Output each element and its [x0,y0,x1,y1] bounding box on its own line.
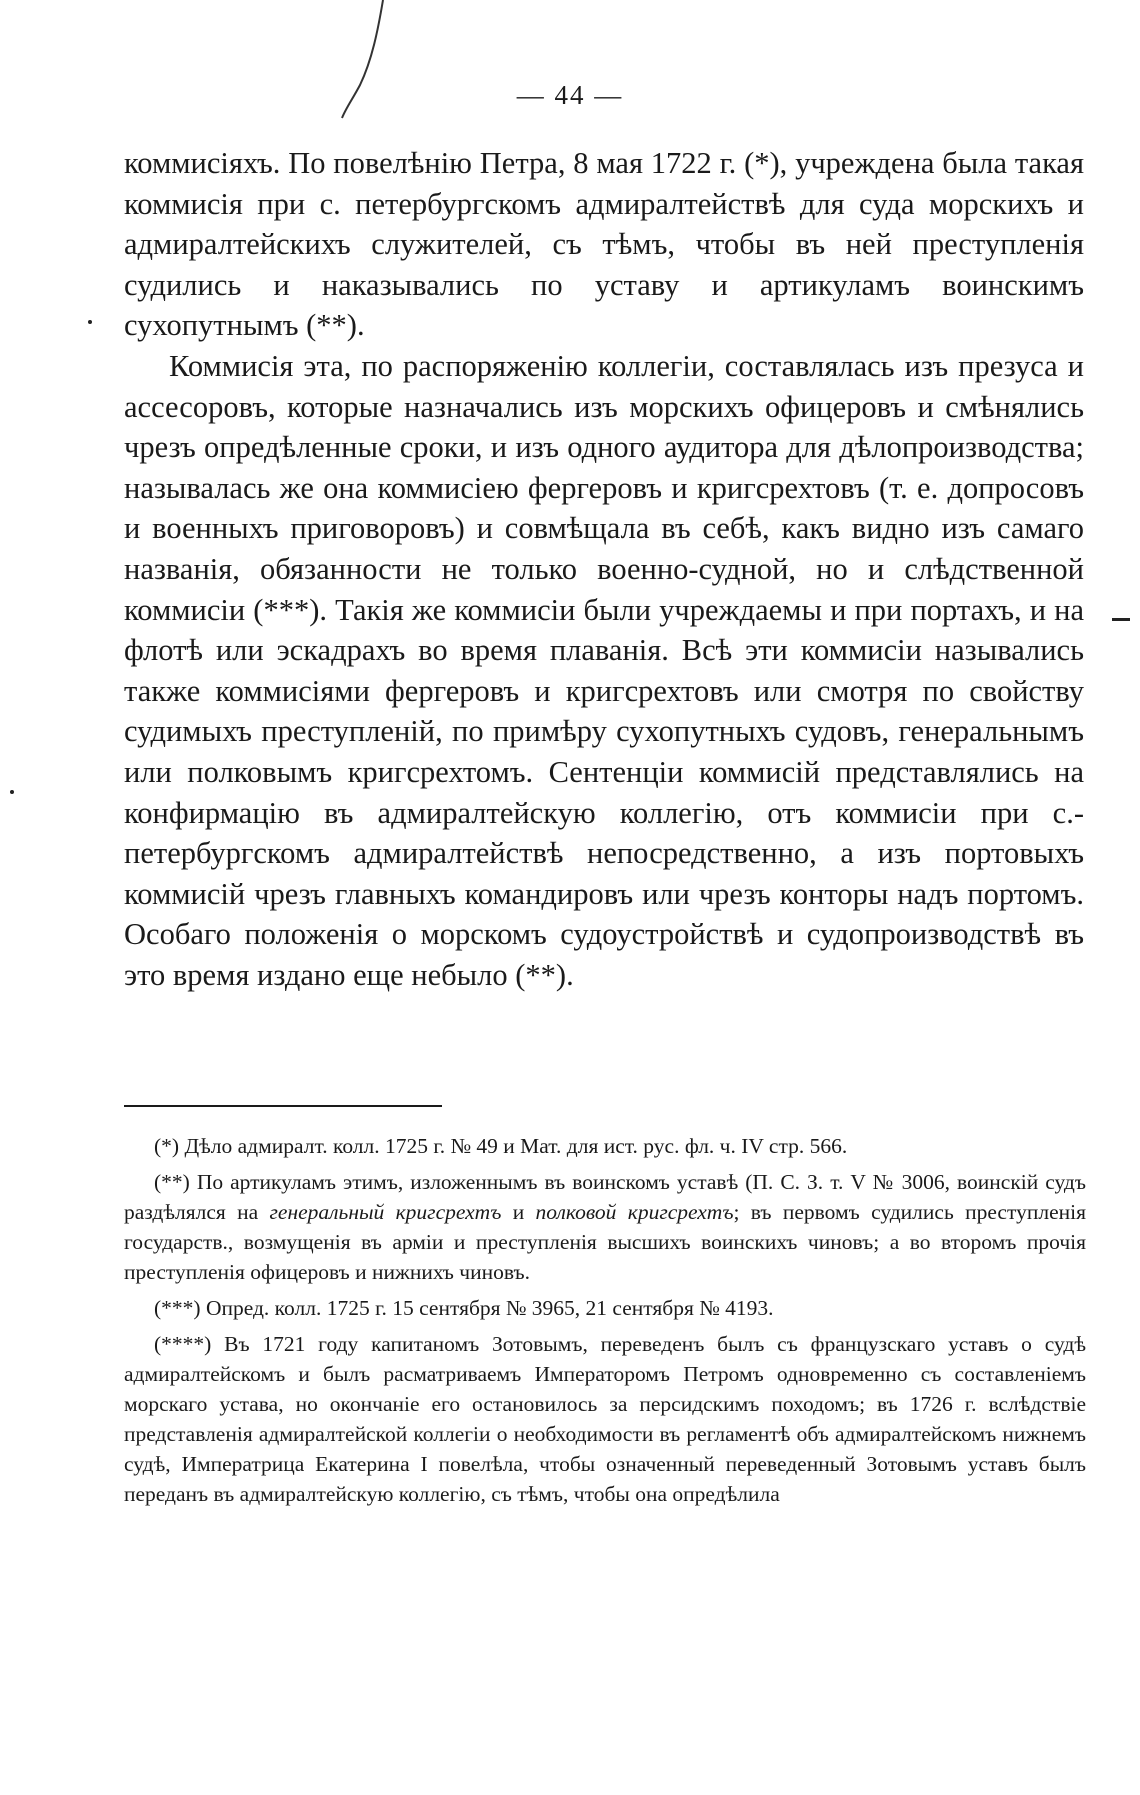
footnote-2-term-general: генеральный кригсрехтъ [269,1200,502,1224]
footnote-3: (***) Опред. колл. 1725 г. 15 сентября № 3965, 21 сентября № 4193. [154,1296,774,1320]
footnote-2-term-regimental: полковой кригсрехтъ [535,1200,734,1224]
paragraph-2: Коммисія эта, по распоряженію коллегіи, составлялась изъ презуса и ассесоровъ, которые назначались изъ морскихъ офицеровъ и смѣнялись чрезъ опредѣленные сроки, и изъ одного аудитора для дѣлопроизводства; называлась же она коммисіею фергеровъ и кригсрехтовъ (т. е. допросовъ и военныхъ приговоровъ) и совмѣщала въ себѣ, какъ видно изъ самаго названія, обязанности не только военно-судной, но и слѣдственной коммисіи (***). Такія же коммисіи были учреждаемы и при портахъ, и на флотѣ или эскадрахъ во время плаванія. Всѣ эти коммисіи назывались также коммисіями фергеровъ и кригсрехтовъ или смотря по свойству судимыхъ преступленій, по примѣру сухопутныхъ судовъ, генеральнымъ или полковымъ кригсрехтомъ. Сентенціи коммисій представлялись на конфирмацію въ адмиралтейскую коллегію, отъ коммисіи при с.-петербургскомъ адмиралтействѣ непосредственно, а изъ портовыхъ коммисій чрезъ главныхъ командировъ или чрезъ конторы надъ портомъ. Особаго положенія о морскомъ судоустройствѣ и судопроизводствѣ въ это время издано еще небыло (**). [124,348,1084,992]
footnote-4: (****) Въ 1721 году капитаномъ Зотовымъ, переведенъ былъ съ французскаго уставъ о судѣ адмиралтейскомъ и былъ расматриваемъ Императоромъ Петромъ одновременно съ составленіемъ морскаго устава, но окончаніе его остановилось за персидскимъ походомъ; въ 1726 г. вслѣдствіе представленія адмиралтейской коллегіи о необходимости въ регламентѣ объ адмиралтейскомъ нижнемъ судѣ, Императрица Екатерина I повелѣла, чтобы означенный переведенный Зотовымъ уставъ былъ переданъ въ адмиралтейскую коллегію, съ тѣмъ, чтобы она опредѣлила [124,1332,1086,1506]
footnotes [124,1131,1086,1515]
paragraph-1: коммисіяхъ. По повелѣнію Петра, 8 мая 1722 г. (*), учреждена была такая коммисія при с. петербургскомъ адмиралтействѣ для суда морскихъ и адмиралтейскихъ служителей, съ тѣмъ, чтобы въ ней преступленія судились и наказывались по уставу и артикуламъ воинскимъ сухопутнымъ (**). [124,146,1084,343]
margin-dash-mark [1112,618,1130,621]
footnote-2 [124,1167,1086,1287]
footnote-divider [124,1105,442,1107]
margin-dot-mark [10,790,14,794]
footnote-1: (*) Дѣло адмиралт. колл. 1725 г. № 49 и Мат. для ист. рус. фл. ч. IV стр. 566. [154,1134,848,1158]
page-number: — 44 — [516,80,624,110]
margin-dot-mark [88,320,92,324]
main-text [124,143,1084,995]
footnote-2-text: (**) По артикуламъ этимъ, изложеннымъ въ воинскомъ уставѣ (П. С. З. т. V № 3006, воинскій судъ раздѣлялся на [124,1170,1086,1224]
footnote-2-text: ; въ первомъ судились преступленія государств., возмущенія въ арміи и преступленія высшихъ воинскихъ чиновъ; а во второмъ прочія преступленія офицеровъ и нижнихъ чиновъ. [124,1200,1086,1284]
footnote-2-text: и [501,1200,536,1224]
